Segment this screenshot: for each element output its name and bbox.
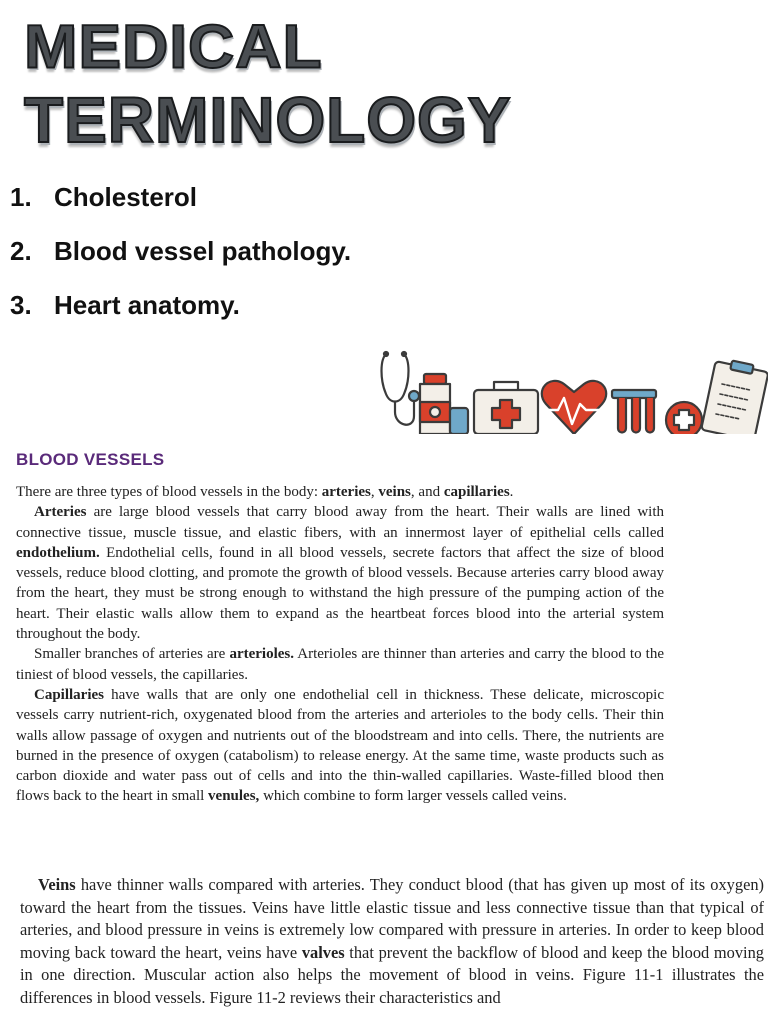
title-line-2: TERMINOLOGY — [24, 84, 512, 156]
stethoscope-icon — [382, 352, 420, 425]
section-heading: BLOOD VESSELS — [16, 450, 165, 469]
clipboard-icon — [701, 361, 768, 434]
topic-number: 3. — [10, 290, 32, 320]
topic-item — [10, 232, 351, 286]
heart-rate-icon — [542, 381, 608, 434]
topic-label: Heart anatomy. — [54, 290, 240, 320]
medicine-bottle-icon — [420, 374, 468, 434]
intro-paragraph: There are three types of blood vessels in the body: arteries, veins, and capillaries. — [16, 484, 514, 500]
arterioles-paragraph: Smaller branches of arteries are arterioles. Arterioles are thinner than arteries and carry the blood to the tiniest of blood vessels, the capillaries. — [16, 646, 665, 683]
topic-item — [10, 286, 351, 340]
topic-number: 2. — [10, 236, 32, 266]
topic-list — [10, 178, 351, 340]
cross-badge-icon — [666, 402, 702, 434]
topic-item — [10, 178, 351, 232]
first-aid-kit-icon — [474, 382, 538, 434]
capillaries-paragraph: Capillaries have walls that are only one endothelial cell in thickness. These delicate, microscopic vessels carry nutrient-rich, oxygenated blood from the arteries and arterioles to the body cells. Their thin walls allow passage of oxygen and nutrients out of the bloodstream and into cells. There, the nutrients are burned in the presence of oxygen (catabolism) to release energy. At the same time, waste products such as carbon dioxide and water pass out of cells and into the thin-walled capillaries. Waste-filled blood then flows back to the heart in small venules, which combine to form larger vessels called veins. — [16, 686, 664, 805]
medical-icons-illustration — [378, 350, 768, 434]
arteries-paragraph: Arteries are large blood vessels that carry blood away from the heart. Their walls are lined with connective tissue, muscle tissue, and elastic fibers, with an innermost layer of epithelial cells called endothelium. Endothelial cells, found in all blood vessels, secrete factors that affect the size of blood vessels, reduce blood clotting, and promote the growth of blood vessels. Because arteries carry blood away from the heart, they must be strong enough to withstand the high pressure of the pumping action of the heart. Their elastic walls allow them to expand as the heartbeat forces blood into the arterial system throughout the body. — [16, 504, 664, 643]
veins-paragraph: Veins have thinner walls compared with arteries. They conduct blood (that has given up most of its oxygen) toward the heart from the tissues. Veins have little elastic tissue and less connective tissue than that typical of arteries, and blood pressure in veins is extremely low compared with pressure in arteries. In order to keep blood moving back toward the heart, veins have valves that prevent the backflow of blood and keep the blood moving in one direction. Muscular action also helps the movement of blood in veins. Figure 11-1 illustrates the differences in blood vessels. Figure 11-2 reviews their characteristics and — [20, 875, 764, 1007]
veins-text — [20, 874, 764, 1009]
topic-number: 1. — [10, 182, 32, 212]
test-tubes-icon — [612, 390, 656, 433]
topic-label: Blood vessel pathology. — [54, 236, 352, 266]
blood-vessels-text — [16, 482, 664, 807]
topic-label: Cholesterol — [54, 182, 198, 212]
title-line-1: MEDICAL — [24, 12, 323, 81]
